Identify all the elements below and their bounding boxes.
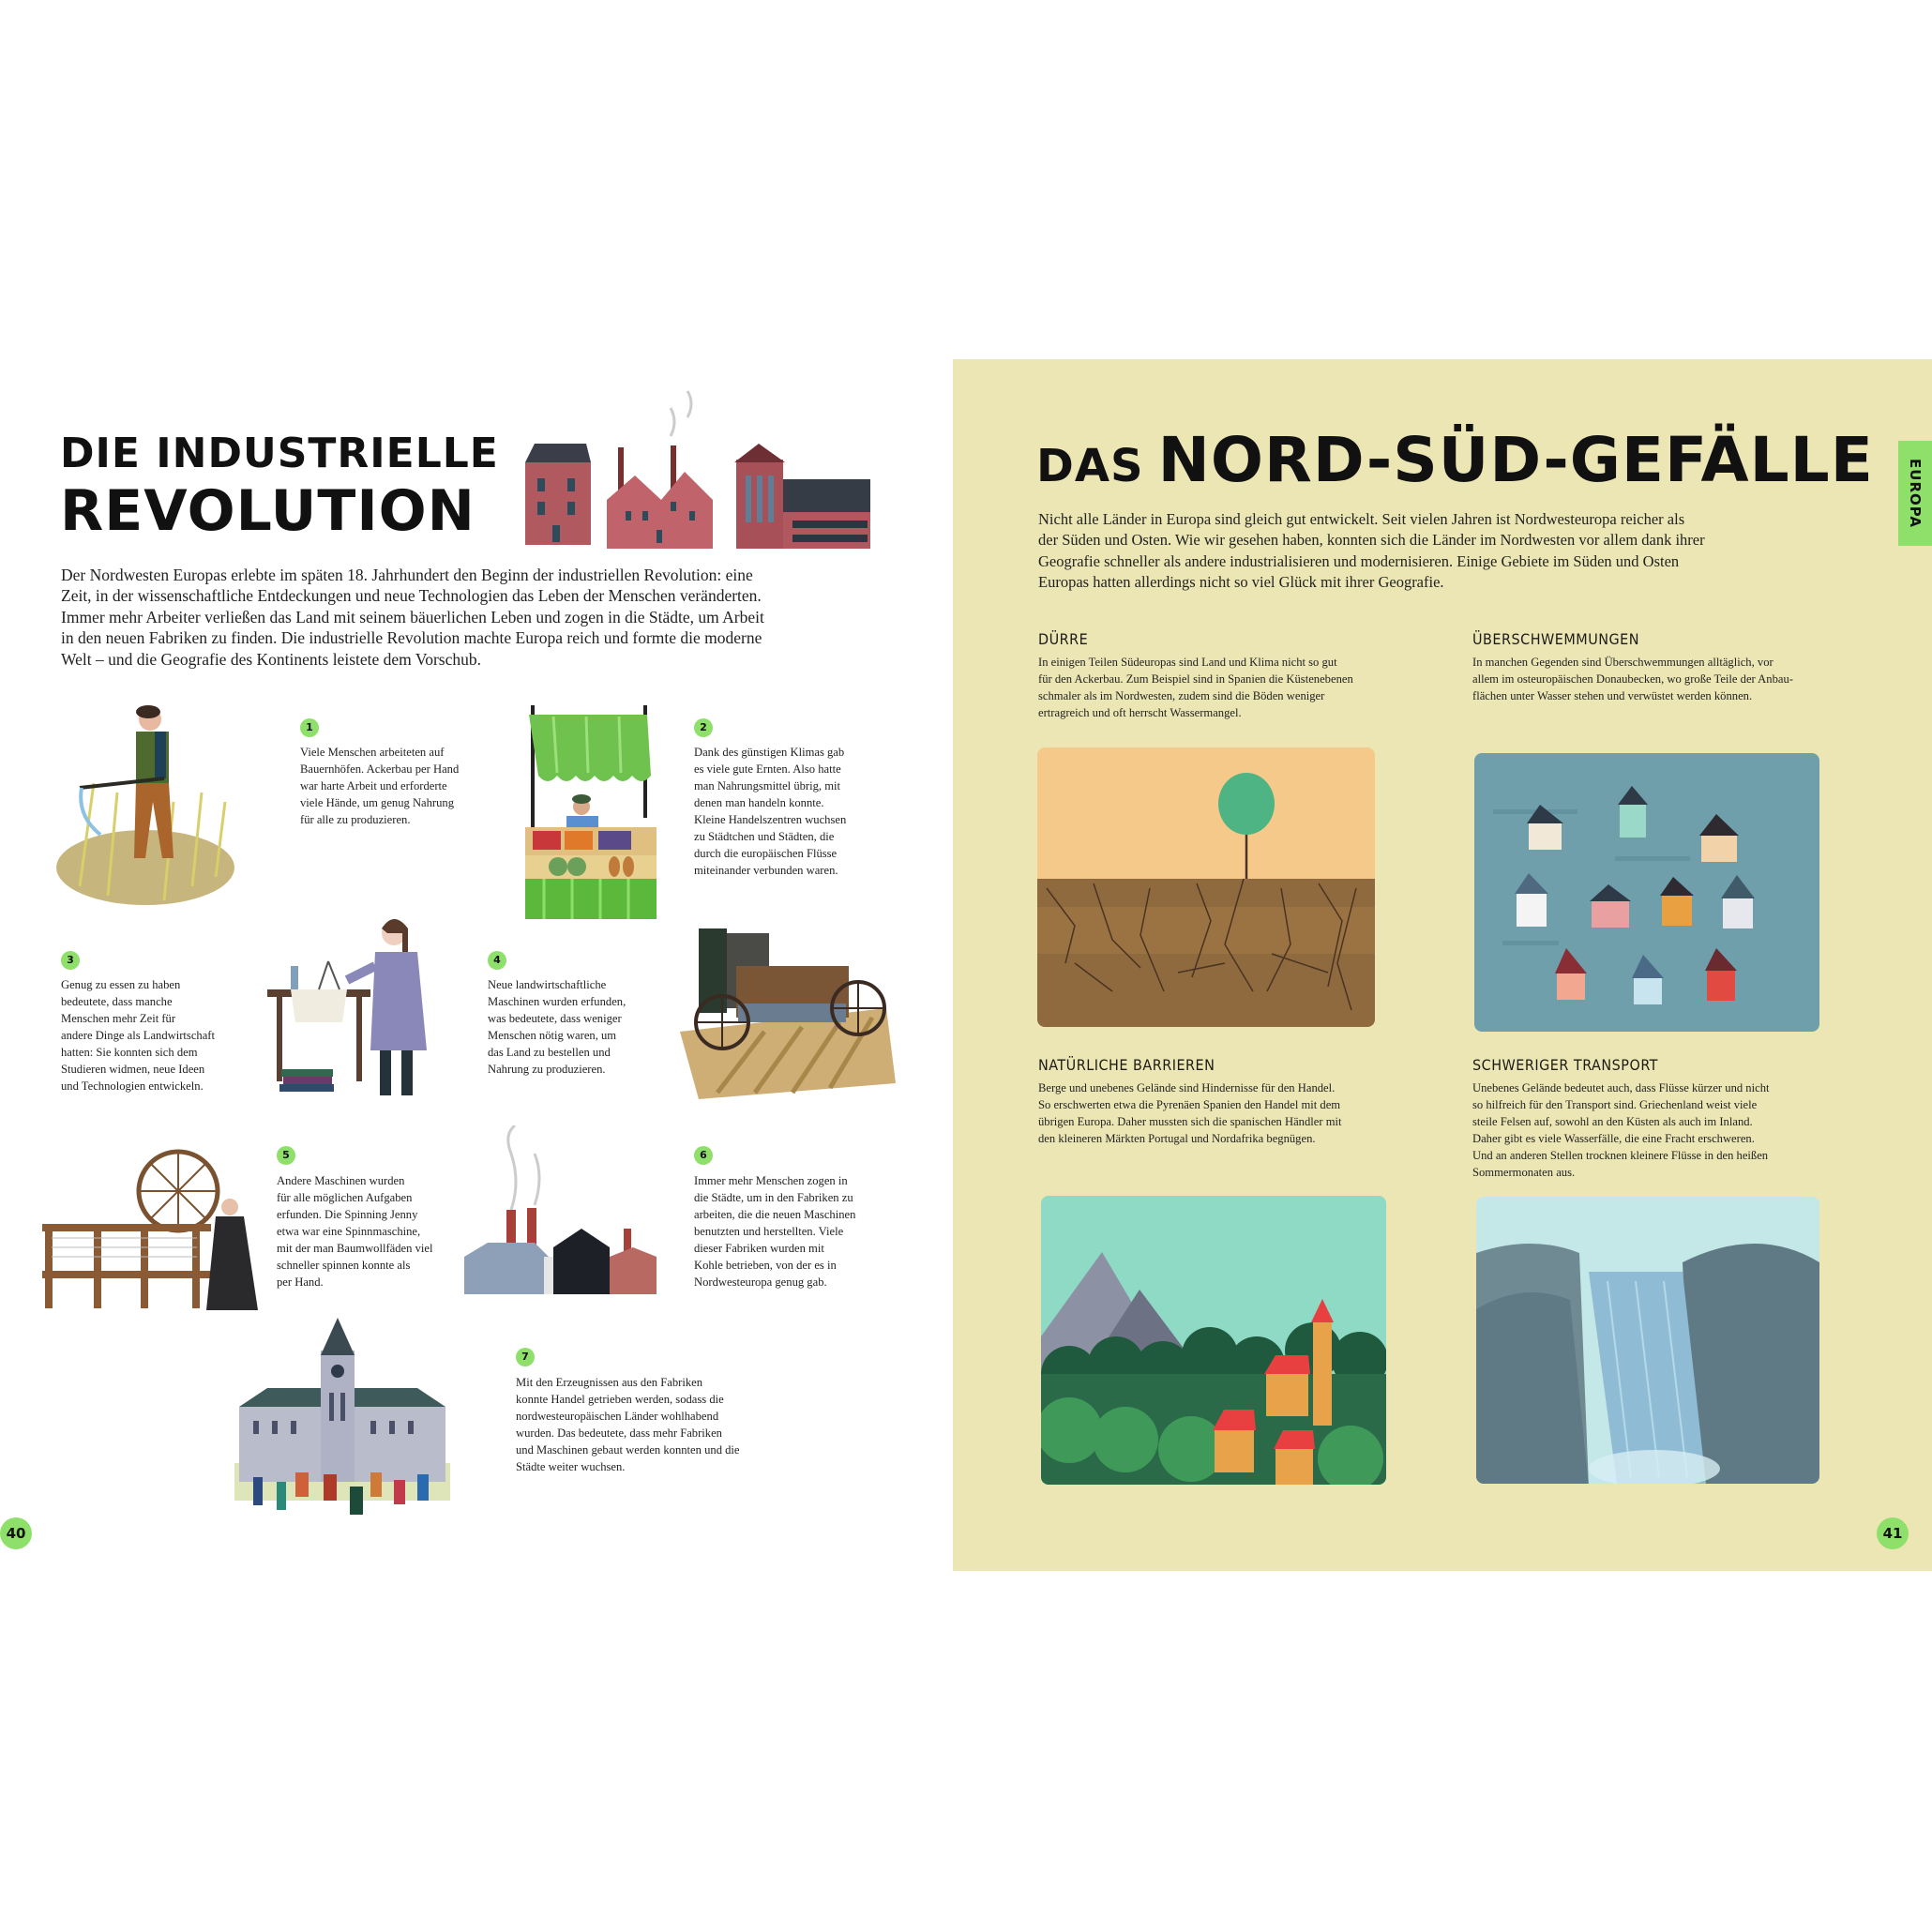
spinning-jenny-illustration (38, 1149, 263, 1313)
step-line: dieser Fabriken wurden mit (694, 1242, 824, 1255)
step-badge-2: 2 (694, 718, 713, 737)
page-number-right: 41 (1877, 1517, 1909, 1549)
section-line: allem im osteuropäischen Donaubecken, wo große Teile der Anbau- (1472, 672, 1793, 686)
section-text-natuerliche-barrieren (1038, 1079, 1413, 1147)
factories-illustration (460, 1125, 661, 1296)
step-line: Neue landwirtschaftliche (488, 978, 607, 991)
step-line: Dank des günstigen Klimas gab (694, 746, 845, 759)
intro-line: Europas hatten allerdings nicht so viel Glück mit ihrer Geografie. (1038, 573, 1444, 592)
step-line: war harte Arbeit und erforderte (300, 779, 447, 792)
drought-illustration (1037, 747, 1375, 1027)
step-text-6 (694, 1172, 891, 1291)
section-line: übrigen Europa. Daher mussten sich die spanischen Händler mit (1038, 1115, 1342, 1128)
flood-illustration (1474, 753, 1819, 1032)
section-heading-ueberschwemmungen: ÜBERSCHWEMMUNGEN (1472, 630, 1640, 648)
step-line: konnte Handel getrieben werden, sodass die (516, 1393, 724, 1406)
left-intro-paragraph (61, 565, 886, 670)
section-heading-duerre: DÜRRE (1038, 630, 1089, 648)
section-text-duerre (1038, 654, 1413, 721)
section-line: Und an anderen Stellen trocknen kleinere Flüsse in den heißen (1472, 1149, 1769, 1162)
step-line: und Maschinen gebaut werden konnten und die (516, 1443, 740, 1457)
step-line: und Technologien entwickeln. (61, 1079, 204, 1093)
step-badge-4: 4 (488, 951, 506, 970)
section-line: schmaler als im Nordwesten, zudem sind die Böden weniger (1038, 689, 1325, 702)
step-line: Immer mehr Menschen zogen in (694, 1174, 848, 1187)
section-line: steile Felsen auf, sowohl an den Küsten als auch im Inland. (1472, 1115, 1753, 1128)
waterfall-illustration (1476, 1197, 1819, 1484)
step-line: für alle möglichen Aufgaben (277, 1191, 413, 1204)
section-line: So erschwerten etwa die Pyrenäen Spanien den Handel mit dem (1038, 1098, 1341, 1111)
intro-line: Geografie schneller als andere industrialisieren und modernisieren. Einige Gebiete im Süden und Osten (1038, 551, 1680, 570)
left-title-line1: DIE INDUSTRIELLE (60, 430, 499, 477)
step-text-4 (488, 976, 661, 1078)
step-badge-6: 6 (694, 1146, 713, 1165)
step-line: Maschinen wurden erfunden, (488, 995, 626, 1008)
step-line: Städte weiter wuchsen. (516, 1460, 626, 1473)
step-line: Nahrung zu produzieren. (488, 1063, 606, 1076)
step-line: das Land zu bestellen und (488, 1046, 611, 1059)
step-line: zu Städtchen und Städten, die (694, 830, 835, 843)
section-line: für den Ackerbau. Zum Beispiel sind in Spanien die Küstenebenen (1038, 672, 1353, 686)
intro-line: der Süden und Osten. Wie wir gesehen haben, konnten sich die Länder im Nordwesten vor allem dank ihrer (1038, 531, 1705, 550)
step-line: etwa war eine Spinnmaschine, (277, 1225, 421, 1238)
town-hall-illustration (230, 1313, 455, 1524)
step-line: per Hand. (277, 1275, 324, 1289)
step-line: man Nahrungsmittel übrig, mit (694, 779, 841, 792)
step-line: wurden. Das bedeutete, dass mehr Fabriken (516, 1426, 722, 1440)
step-line: mit der man Baumwollfäden viel (277, 1242, 433, 1255)
section-text-schwieriger-transport (1472, 1079, 1848, 1181)
intro-line: Welt – und die Geografie des Kontinents leistete dem Vorschub. (61, 649, 481, 669)
step-line: miteinander verbunden waren. (694, 864, 838, 877)
step-line: Mit den Erzeugnissen aus den Fabriken (516, 1376, 703, 1389)
step-text-5 (277, 1172, 464, 1291)
section-line: so hilfreich für den Transport sind. Griechenland weist viele (1472, 1098, 1758, 1111)
section-line: ertragreich und oft herrscht Wassermangel. (1038, 706, 1242, 719)
step-line: denen man handeln konnte. (694, 796, 824, 809)
section-line: flächen unter Wasser stehen und verwüstet werden können. (1472, 689, 1753, 702)
page-number-left: 40 (0, 1517, 32, 1549)
section-line: In einigen Teilen Südeuropas sind Land und Klima nicht so gut (1038, 656, 1337, 669)
step-badge-3: 3 (61, 951, 80, 970)
step-line: erfunden. Die Spinning Jenny (277, 1208, 418, 1221)
step-line: benutzten und herstellten. Viele (694, 1225, 844, 1238)
step-line: Menschen mehr Zeit für (61, 1012, 176, 1025)
step-line: hatten: Sie konnten sich dem (61, 1046, 198, 1059)
step-line: schneller spinnen konnte als (277, 1259, 411, 1272)
intro-line: Immer mehr Arbeiter verließen das Land mit seinem bäuerlichen Leben und zogen in die Städte, um Arbeit (61, 607, 764, 626)
right-title (1036, 424, 1874, 496)
factory-buildings-illustration (521, 389, 872, 549)
right-title-big: NORD-SÜD-GEFÄLLE (1157, 424, 1874, 496)
section-heading-natuerliche-barrieren: NATÜRLICHE BARRIEREN (1038, 1056, 1215, 1074)
section-line: Unebenes Gelände bedeutet auch, dass Flüsse kürzer und nicht (1472, 1081, 1770, 1094)
step-text-2 (694, 744, 882, 879)
intro-line: in den neuen Fabriken zu finden. Die industrielle Revolution machte Europa reich und formte die moderne (61, 628, 762, 648)
step-line: arbeiten, die die neuen Maschinen (694, 1208, 856, 1221)
step-line: was bedeutete, dass weniger (488, 1012, 622, 1025)
left-title-line2: REVOLUTION (60, 478, 475, 544)
section-heading-schwieriger-transport: SCHWERIGER TRANSPORT (1472, 1056, 1658, 1074)
step-line: Andere Maschinen wurden (277, 1174, 405, 1187)
step-line: Menschen nötig waren, um (488, 1029, 617, 1042)
right-title-small: DAS (1036, 440, 1144, 492)
step-line: es viele gute Ernten. Also hatte (694, 762, 841, 776)
farmer-illustration (52, 699, 239, 910)
step-text-1 (300, 744, 488, 828)
section-line: Sommermonaten aus. (1472, 1166, 1576, 1179)
step-line: bedeutete, dass manche (61, 995, 173, 1008)
intro-line: Der Nordwesten Europas erlebte im späten 18. Jahrhundert den Beginn der industriellen Revolution: eine (61, 566, 753, 584)
section-tab-europa[interactable] (1898, 441, 1932, 546)
seed-drill-illustration (671, 919, 900, 1102)
market-stall-illustration (525, 705, 657, 919)
step-badge-5: 5 (277, 1146, 295, 1165)
step-badge-1: 1 (300, 718, 319, 737)
step-line: Kleine Handelszentren wuchsen (694, 813, 847, 826)
step-line: Nordwesteuropa genug gab. (694, 1275, 827, 1289)
section-line: In manchen Gegenden sind Überschwemmungen alltäglich, vor (1472, 656, 1774, 669)
step-line: Genug zu essen zu haben (61, 978, 181, 991)
step-line: durch die europäischen Flüsse (694, 847, 838, 860)
step-line: nordwesteuropäischen Länder wohlhabend (516, 1410, 719, 1423)
step-line: Studieren widmen, neue Ideen (61, 1063, 205, 1076)
step-badge-7: 7 (516, 1348, 535, 1366)
section-line: Daher gibt es viele Wasserfälle, die eine Fracht erschweren. (1472, 1132, 1755, 1145)
scientist-illustration (253, 910, 455, 1102)
step-line: Viele Menschen arbeiteten auf (300, 746, 445, 759)
step-line: Bauernhöfen. Ackerbau per Hand (300, 762, 460, 776)
step-text-3 (61, 976, 249, 1094)
section-line: den kleineren Märkten Portugal und Nordafrika begnügen. (1038, 1132, 1316, 1145)
step-line: andere Dinge als Landwirtschaft (61, 1029, 216, 1042)
section-line: Berge und unebenes Gelände sind Hindernisse für den Handel. (1038, 1081, 1336, 1094)
right-intro-paragraph (1038, 509, 1845, 594)
step-line: viele Hände, um genug Nahrung (300, 796, 455, 809)
step-line: Kohle betrieben, von der es in (694, 1259, 837, 1272)
step-text-7 (516, 1374, 778, 1475)
section-tab-label: EUROPA (1907, 459, 1924, 528)
step-line: für alle zu produzieren. (300, 813, 411, 826)
section-text-ueberschwemmungen (1472, 654, 1848, 704)
intro-line: Zeit, in der wissenschaftliche Entdeckungen und neue Technologien das Leben der Menschen veränderten. (61, 586, 762, 606)
mountains-town-illustration (1041, 1196, 1386, 1485)
step-line: die Städte, um in den Fabriken zu (694, 1191, 853, 1204)
intro-line: Nicht alle Länder in Europa sind gleich gut entwickelt. Seit vielen Jahren ist Nordwesteuropa reicher als (1038, 510, 1685, 528)
